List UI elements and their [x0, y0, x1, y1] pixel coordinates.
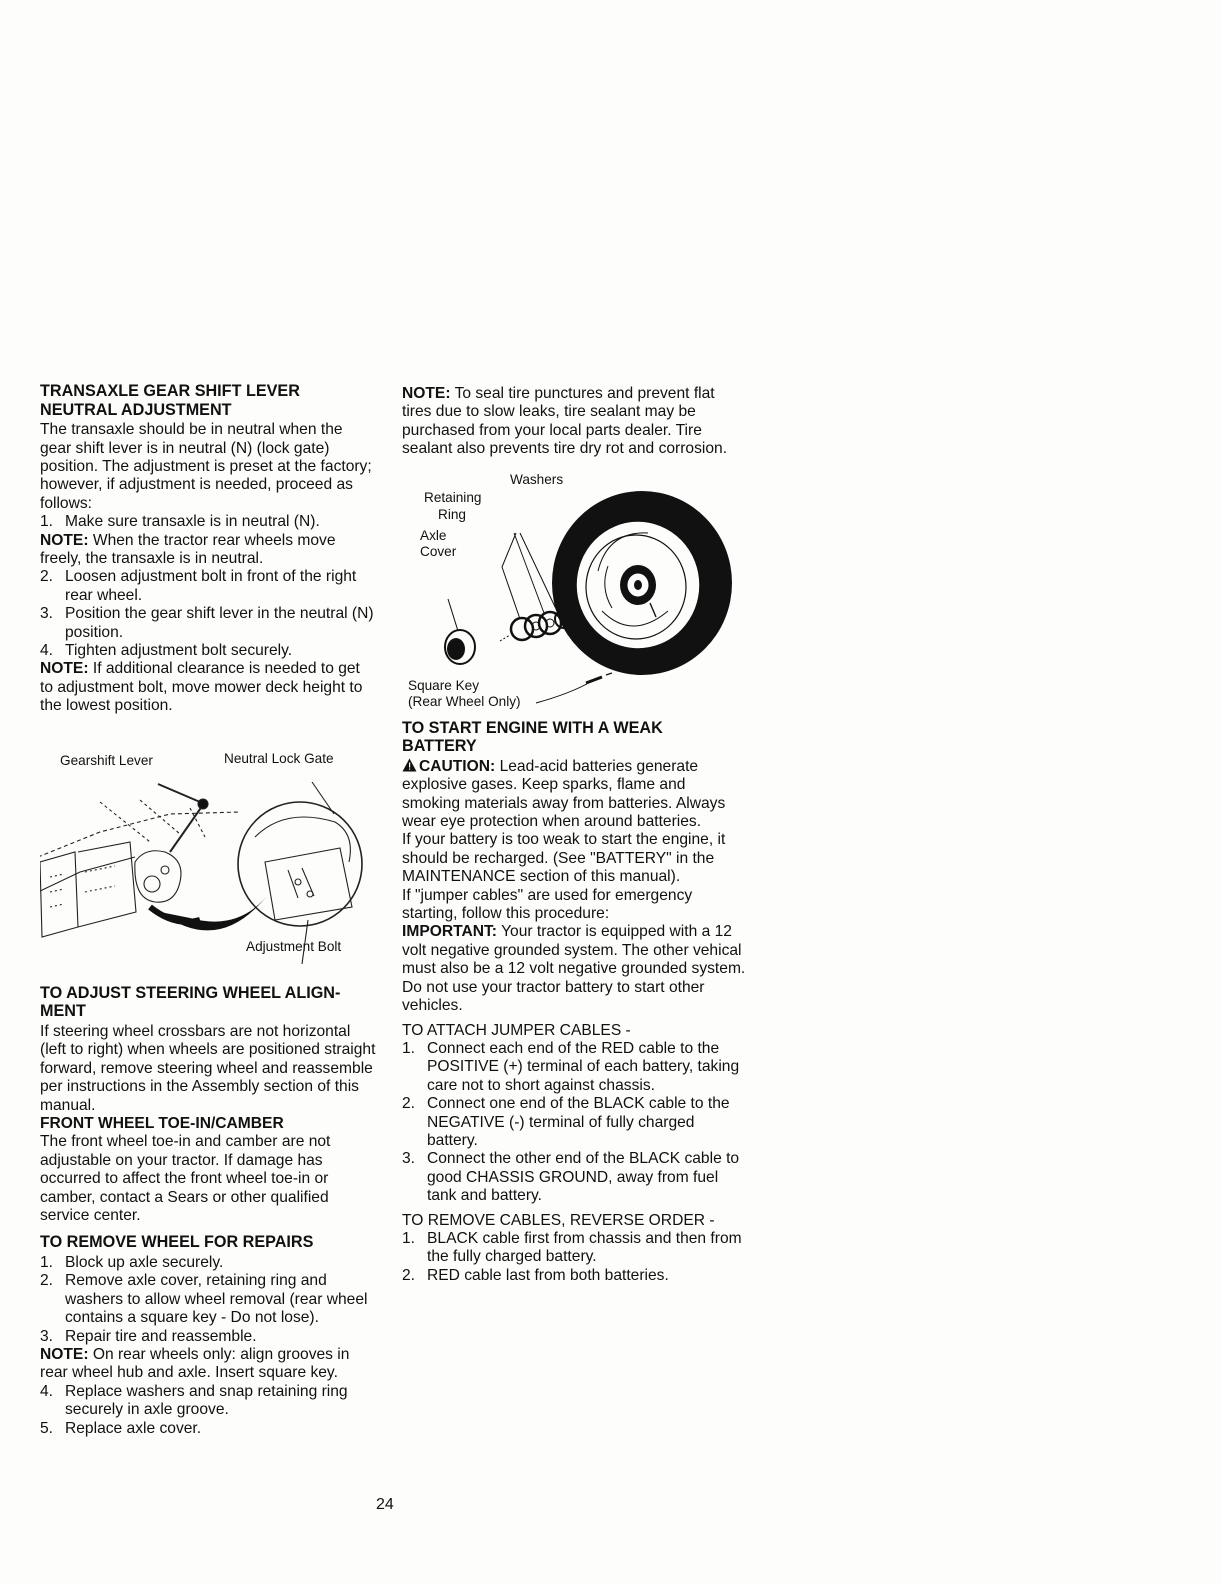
recharge-paragraph: If your battery is too weak to start the engine, it should be recharged. (See "BATTERY" in the MAINTENANCE section of this manual). — [402, 831, 726, 886]
attach-cables-steps — [402, 1040, 747, 1206]
list-item: 3. Connect the other end of the BLACK cable to good CHASSIS GROUND, away from fuel tank and battery. — [402, 1150, 740, 1205]
weak-battery-title: TO START ENGINE WITH A WEAK BATTERY — [402, 718, 663, 756]
transaxle-section — [40, 382, 376, 716]
page-number: 24 — [376, 1496, 394, 1513]
remove-wheel-steps — [40, 1254, 376, 1346]
transaxle-steps — [40, 513, 376, 531]
list-item: 4. Replace washers and snap retaining ring securely in axle groove. — [40, 1382, 348, 1419]
transaxle-note-1: NOTE: When the tractor rear wheels move freely, the transaxle is in neutral. — [40, 531, 336, 568]
wheel-figure — [402, 471, 747, 711]
left-column — [40, 382, 376, 1438]
list-item: 5. Replace axle cover. — [40, 1419, 202, 1437]
square-key-label: Square Key — [408, 677, 480, 693]
adjustment-bolt-label: Adjustment Bolt — [246, 938, 342, 954]
gearshift-lever-label: Gearshift Lever — [60, 752, 153, 768]
list-item: 2. Remove axle cover, retaining ring and washers to allow wheel removal (rear wheel contains a square key - Do not lose). — [40, 1272, 368, 1327]
caution-paragraph: CAUTION: Lead-acid batteries generate explosive gases. Keep sparks, flame and smoking materials away from batteries. Always wear eye protection when around batteries. — [402, 757, 726, 831]
washers-label: Washers — [510, 471, 564, 487]
jumper-cables-paragraph: If "jumper cables" are used for emergency starting, follow this procedure: — [402, 886, 693, 923]
transaxle-title: TRANSAXLE GEAR SHIFT LEVER NEUTRAL ADJUSTMENT — [40, 382, 300, 419]
list-item: 3. Position the gear shift lever in the neutral (N) position. — [40, 605, 374, 641]
warning-triangle-icon — [402, 758, 417, 772]
sealant-note: NOTE: To seal tire punctures and prevent flat tires due to slow leaks, tire sealant may be purchased from your local parts dealer. Tire sealant also prevents tire dry rot and corrosion. — [402, 385, 728, 458]
gearshift-figure — [40, 742, 376, 978]
important-paragraph: IMPORTANT: Your tractor is equipped with a 12 volt negative grounded system. The other vehical must also be a 12 volt negative grounded system. Do not use your tractor battery to start other vehicles. — [402, 923, 746, 1015]
remove-wheel-section — [40, 1233, 376, 1438]
toe-in-camber-body: The front wheel toe-in and camber are not adjustable on your tractor. If damage has occurred to affect the front wheel toe-in or camber, contact a Sears or other qualified service center. — [40, 1133, 331, 1224]
remove-cables-title: TO REMOVE CABLES, REVERSE ORDER - — [402, 1211, 715, 1229]
transaxle-note-2: NOTE: If additional clearance is needed to get to adjustment bolt, move mower deck height to the lowest position. — [40, 660, 363, 715]
toe-in-camber-title: FRONT WHEEL TOE-IN/CAMBER — [40, 1114, 284, 1132]
remove-wheel-note: NOTE: On rear wheels only: align grooves in rear wheel hub and axle. Insert square key. — [40, 1345, 350, 1382]
neutral-lock-gate-label: Neutral Lock Gate — [224, 750, 334, 766]
remove-wheel-steps-cont — [40, 1383, 376, 1438]
axle-label: Axle — [420, 527, 447, 543]
steering-section — [40, 984, 376, 1226]
list-item: 1. Make sure transaxle is in neutral (N). — [40, 513, 320, 531]
list-item: 2. Loosen adjustment bolt in front of the right rear wheel. — [40, 568, 357, 604]
steering-title: TO ADJUST STEERING WHEEL ALIGN- MENT — [40, 983, 341, 1021]
remove-cables-steps — [402, 1230, 747, 1285]
right-column — [402, 385, 747, 1285]
list-item: 2. Connect one end of the BLACK cable to the NEGATIVE (-) terminal of fully charged battery. — [402, 1095, 730, 1149]
list-item: 4. Tighten adjustment bolt securely. — [40, 642, 293, 660]
ring-label: Ring — [438, 506, 466, 522]
rear-wheel-only-label: (Rear Wheel Only) — [408, 693, 521, 709]
steering-body: If steering wheel crossbars are not horizontal (left to right) when wheels are positioned straight forward, remove steering wheel and reassemble per instructions in the Assembly section of this manual. — [40, 1022, 376, 1114]
list-item: 2. RED cable last from both batteries. — [402, 1266, 669, 1284]
transaxle-steps-cont — [40, 568, 376, 660]
transaxle-intro: The transaxle should be in neutral when the gear shift lever is in neutral (N) (lock gate) position. The adjustment is preset at the factory; however, if adjustment is needed, proceed as follows: — [40, 421, 372, 512]
cover-label: Cover — [420, 543, 457, 559]
list-item: 1. Block up axle securely. — [40, 1253, 224, 1271]
list-item: 3. Repair tire and reassemble. — [40, 1327, 257, 1345]
weak-battery-section — [402, 719, 747, 1286]
list-item: 1. BLACK cable first from chassis and then from the fully charged battery. — [402, 1229, 742, 1266]
retaining-label: Retaining — [424, 489, 482, 505]
list-item: 1. Connect each end of the RED cable to the POSITIVE (+) terminal of each battery, taking care not to short against chassis. — [402, 1039, 740, 1094]
attach-cables-title: TO ATTACH JUMPER CABLES - — [402, 1021, 631, 1039]
remove-wheel-title: TO REMOVE WHEEL FOR REPAIRS — [40, 1233, 314, 1252]
